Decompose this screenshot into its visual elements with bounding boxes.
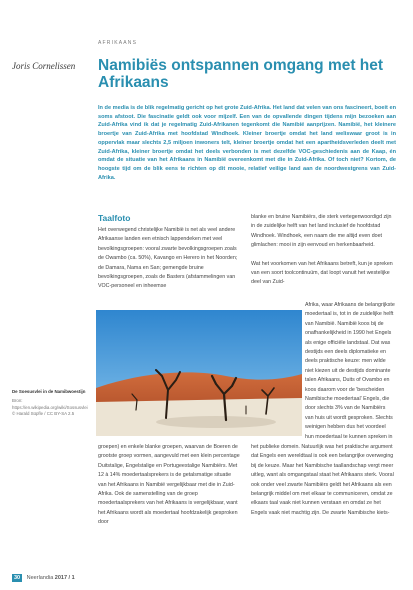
- body-text: Wat het voorkomen van het Afrikaans betreft, kun je spreken van een soort toolcontinuüm, dat loopt vanuit het westelijke deel van Zuid-: [251, 260, 393, 286]
- subheading: Taalfoto: [98, 213, 131, 223]
- lead-paragraph: [98, 104, 396, 182]
- body-text: groepen) en enkele blanke groepen, waarvan de Boeren de grootste groep vormen, aangevuld met een klein percentage Duitstalige, Engelstalige en Portugeestalige Namibiërs. Met 12 à 14% moedertaalsprekers is de getalsmatige situatie van het Afrikaans in Namibië vergelijkbaar met die in Zuid-Afrika. Ook de samenstelling van de groep moedertaalsprekers van het Afrikaans is vergelijkbaar, want het Afrikaans wordt als moedertaal hoofdzakelijk gesproken door: [98, 444, 240, 526]
- article-title: Namibiës ontspannen omgang met het Afrikaans: [98, 57, 384, 91]
- column-2-bottom: [251, 443, 394, 518]
- photo-caption: [12, 389, 92, 418]
- caption-title: De Soesusvlei in de Namibwoestijn: [12, 389, 86, 394]
- page-number: 30: [14, 575, 21, 581]
- column-1-bottom: [98, 443, 241, 528]
- column-1-top: [98, 226, 241, 292]
- caption-credit: Bron: https://en.wikipedia.org/wiki/Sossusvlei © Harald Süpfle / CC BY-SA 2.5: [12, 398, 88, 417]
- body-text: Afrika, waar Afrikaans de belangrijkste moedertaal is, tot in de zuidelijke helft van Namibië. Namibië koos bij de onafhankelijkheid in 1990 het Engels als enige officiële landstaal. Dat was destijds een deels diplomatieke en deels praktische keuze: men wilde niet kiezen uit de destijds dominante talen Afrikaans, Duits of Ovambo en koos daarom voor de 'bescheiden Namibische moedertaal' Engels, die door slechts 3% van de Namibiërs van huis uit wordt gesproken. Slechts weinigen hebben dus het voordeel hun moedertaal te kunnen spreken in: [305, 302, 395, 440]
- body-text: Het overwegend christelijke Namibië is net als veel andere Afrikaanse landen een etnisch lappendeken met veel bevolkingsgroepen: vooral zwarte bevolkingsgroepen zoals de Owambo (ca. 50%), Kavango en Herero in het Noorden; de Damara, Nama en San; gemengde bruine bevolkingsgroepen, zoals de Basters (afstammelingen van VOC-personeel en inheemse: [98, 227, 238, 290]
- author-name: Joris Cornelissen: [12, 61, 76, 71]
- column-2-top: [251, 213, 394, 288]
- body-text: blanke en bruine Namibiërs, die sterk vertegenwoordigd zijn in de zuidelijke helft van het land inclusief de hoofdstad Windhoek. Windhoek, een naam die me altijd even doet glimlachen: mooi in zijn eenvoud en herkenbaarheid.: [251, 214, 392, 249]
- body-text: het publieke domein. Natuurlijk was het praktische argument dat Engels een wereldtaal is ook een belangrijke overweging bij de keuze. Maar het Namibische taallandschap vergt meer uitleg, want als omgangstaal staat het Afrikaans sterk. Vooral ook onder veel zwarte Namibiërs geldt het Afrikaans als een belangrijk middel om met elkaar te communiceren, omdat ze elkaars taal vaak niet kunnen verstaan en omdat ze het Engels vaak niet machtig zijn. De zwarte Namibische kiets-: [251, 444, 394, 516]
- issue-number: 2017 / 1: [54, 575, 75, 581]
- lead-text: In de media is de blik regelmatig gericht op het grote Zuid-Afrika. Het land dat velen van ons fascineert, boeit en soms afstoot. Die fascinatie geldt ook voor mijzelf. Een van de opvallende dingen tijdens mijn bezoeken aan Zuid-Afrika vind ik dat je regelmatig Zuid-Afrikanen tegenkomt die Namibië aanprijzen. Namibië, het kleinere broertje van Zuid-Afrika met hoofdstad Windhoek. Kleiner broertje omdat het land weliswaar groot is in oppervlak maar slechts 2,5 miljoen inwoners telt, kleiner broertje omdat het een apartheidsverleden deelt met Zuid-Afrika, kleiner broertje omdat het deels verbonden is met dezelfde VOC-geschiedenis aan de Kaap, én omdat de situatie van het Afrikaans in Namibië overeenkomt met die in Zuid-Afrika. Of toch niet? Kortom, de hoogste tijd om de blik eens te richten op dit mooie, relatief veilige land aan de noordwestgrens van Zuid-Afrika.: [98, 105, 396, 181]
- section-label: AFRIKAANS: [98, 40, 138, 46]
- desert-photo: [96, 310, 302, 436]
- column-2-narrow: [305, 301, 395, 442]
- publication-name: Neerlandia: [26, 575, 54, 581]
- page-footer: [12, 575, 75, 581]
